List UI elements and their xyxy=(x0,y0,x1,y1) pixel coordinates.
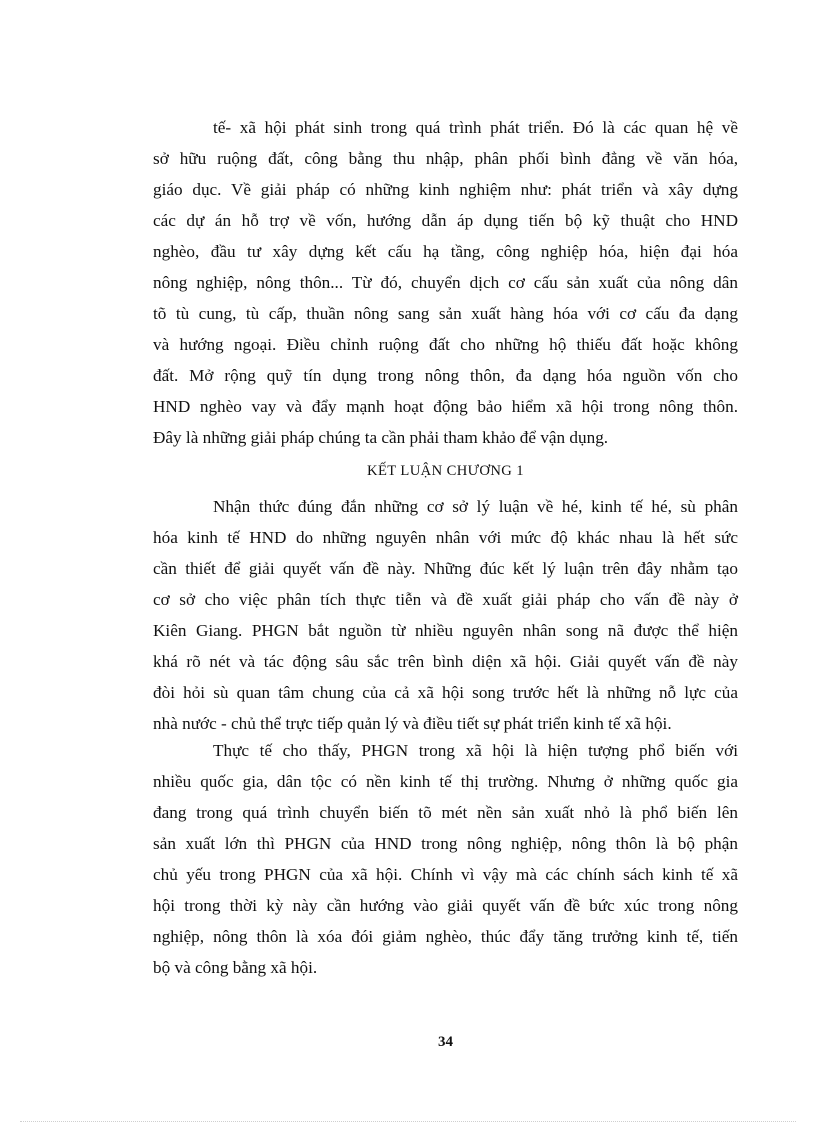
text-line: khá rõ nét và tác động sâu sắc trên bình diện xã hội. Giải quyết vấn đề này xyxy=(153,652,738,671)
text-line: đất. Mở rộng quỹ tín dụng trong nông thôn, đa dạng hóa nguồn vốn cho xyxy=(153,366,738,385)
text-line: hóa kinh tế HND do những nguyên nhân với mức độ khác nhau là hết sức xyxy=(153,528,738,547)
text-line: nhà nước - chủ thể trực tiếp quản lý và điều tiết sự phát triển kinh tế xã hội. xyxy=(153,714,672,733)
text-line: giáo dục. Về giải pháp có những kinh nghiệm như: phát triển và xây dựng xyxy=(153,180,738,199)
text-line: bộ và công bằng xã hội. xyxy=(153,958,318,977)
text-line: chủ yếu trong PHGN của xã hội. Chính vì vậy mà các chính sách kinh tế xã xyxy=(153,865,738,884)
section-heading: KẾT LUẬN CHƯƠNG 1 xyxy=(367,463,524,479)
text-line: cần thiết để giải quyết vấn đề này. Những đúc kết lý luận trên đây nhằm tạo xyxy=(153,559,738,578)
text-line: Kiên Giang. PHGN bắt nguồn từ nhiều nguyên nhân song nã được thể hiện xyxy=(153,621,738,640)
text-line: cơ sở cho việc phân tích thực tiễn và đề xuất giải pháp cho vấn đề này ở xyxy=(153,590,738,609)
text-line: sản xuất lớn thì PHGN của HND trong nông nghiệp, nông thôn là bộ phận xyxy=(153,834,738,853)
text-line: đòi hỏi sù quan tâm chung của cả xã hội song trước hết là những nỗ lực của xyxy=(153,683,738,702)
page-number: 34 xyxy=(438,1034,453,1050)
text-line: hội trong thời kỳ này cần hướng vào giải quyết vấn đề bức xúc trong nông xyxy=(153,896,738,915)
text-line: tõ tù cung, tù cấp, thuần nông sang sản xuất hàng hóa với cơ cấu đa dạng xyxy=(153,304,738,323)
text-line: nhiều quốc gia, dân tộc có nền kinh tế thị trường. Nhưng ở những quốc gia xyxy=(153,772,738,791)
text-line: nghiệp, nông thôn là xóa đói giảm nghèo, thúc đẩy tăng trưởng kinh tế, tiến xyxy=(153,927,738,946)
text-line: Đây là những giải pháp chúng ta cần phải tham khảo để vận dụng. xyxy=(153,428,609,447)
text-line: sở hữu ruộng đất, công bằng thu nhập, phân phối bình đẳng về văn hóa, xyxy=(153,149,738,168)
text-line: các dự án hỗ trợ về vốn, hướng dẫn áp dụng tiến bộ kỹ thuật cho HND xyxy=(153,211,738,230)
text-line: HND nghèo vay và đẩy mạnh hoạt động bảo hiểm xã hội trong nông thôn. xyxy=(153,397,738,416)
text-line: nông nghiệp, nông thôn... Từ đó, chuyển dịch cơ cấu sản xuất của nông dân xyxy=(153,273,738,292)
text-line: đang trong quá trình chuyển biến tõ mét nền sản xuất nhỏ là phổ biến lên xyxy=(153,803,738,822)
text-line: Nhận thức đúng đắn những cơ sở lý luận về hé, kinh tế hé, sù phân xyxy=(213,497,738,516)
text-line: tế- xã hội phát sinh trong quá trình phát triển. Đó là các quan hệ về xyxy=(213,118,738,137)
page-bottom-divider xyxy=(20,1121,796,1122)
text-line: nghèo, đầu tư xây dựng kết cấu hạ tầng, công nghiệp hóa, hiện đại hóa xyxy=(153,242,738,261)
text-line: và hướng ngoại. Điều chỉnh ruộng đất cho những hộ thiếu đất hoặc không xyxy=(153,335,738,354)
text-line: Thực tế cho thấy, PHGN trong xã hội là hiện tượng phổ biến với xyxy=(213,741,738,760)
